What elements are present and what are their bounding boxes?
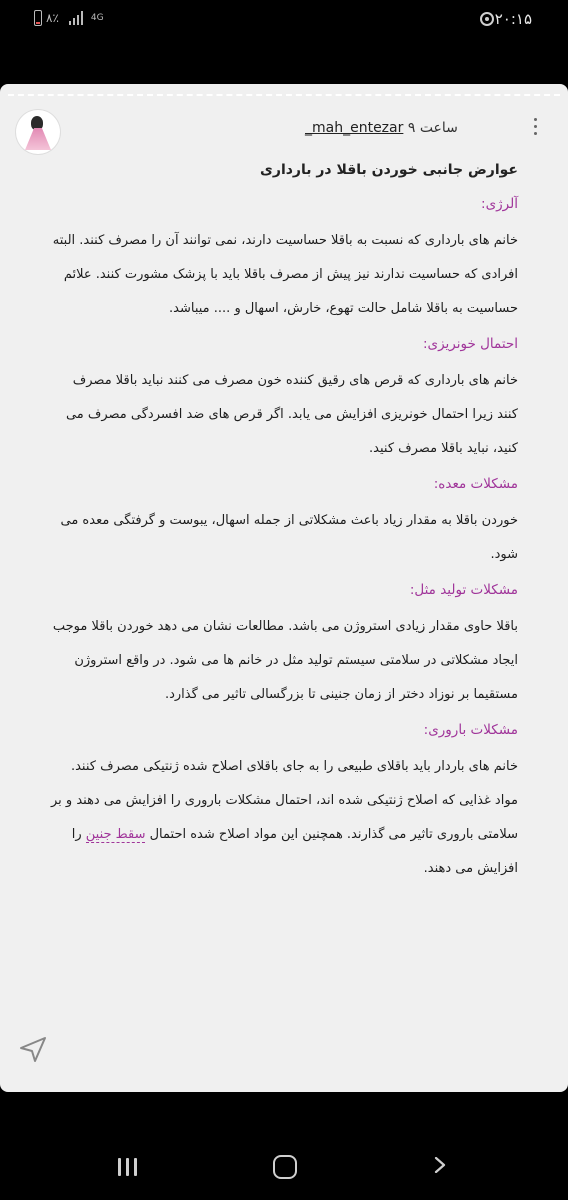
nav-bar: [0, 1130, 568, 1200]
sync-icon: [480, 12, 494, 26]
username[interactable]: _mah_entezar: [305, 120, 404, 136]
section-heading: احتمال خونریزی:: [422, 336, 518, 352]
story-progress-bar: [8, 94, 560, 98]
paragraph-text: خانم های باردار باید باقلای طبیعی را به جای باقلای اصلاح شده ژنتیکی مصرف کنند. مواد غذایی که اصلاح ژنتیکی شده اند، احتمال مشکلات باروری را افزایش می دهند و بر سلامتی باروری تاثیر می گذارند. همچنین این مواد اصلاح شده احتمال: [50, 759, 518, 842]
story-header: [305, 120, 464, 136]
recents-icon[interactable]: [118, 1158, 138, 1176]
section-heading: مشکلات باروری:: [423, 722, 518, 738]
section-paragraph: [48, 750, 518, 886]
status-left: [34, 10, 104, 26]
section-paragraph: خانم های بارداری که قرص های رقیق کننده خون مصرف می کنند نباید باقلا مصرف کنند زیرا احتمال خونریزی افزایش می یابد. اگر قرص های ضد افسردگی مصرف می کنید، نباید باقلا مصرف کنید.: [65, 373, 518, 456]
signal-icon: [69, 11, 83, 25]
avatar[interactable]: [16, 110, 60, 154]
time-ago: ۹ ساعت: [407, 120, 458, 136]
section-paragraph: خانم های بارداری که نسبت به باقلا حساسیت دارند، نمی توانند آن را مصرف کنند. البته افرادی که حساسیت ندارند نیز پیش از مصرف باقلا باید با پزشک مشورت کنند. علائم حساسیت به باقلا شامل حالت تهوع، خارش، اسهال و .... میباشد.: [52, 233, 518, 316]
network-type: 4G: [90, 12, 104, 23]
send-icon[interactable]: [18, 1034, 48, 1064]
story-card[interactable]: [0, 84, 568, 1092]
home-icon[interactable]: [273, 1155, 297, 1179]
status-time: ۲۰:۱۵: [494, 10, 532, 28]
story-article: [48, 154, 518, 896]
miscarriage-link[interactable]: سقط جنین: [85, 827, 146, 842]
avatar-figure-icon: [31, 116, 43, 130]
paragraph-text: را افزایش می دهند.: [71, 827, 518, 876]
section-heading: مشکلات تولید مثل:: [409, 582, 518, 598]
section-paragraph: خوردن باقلا به مقدار زیاد باعث مشکلاتی از جمله اسهال، یبوست و گرفتگی معده می شود.: [60, 513, 518, 562]
section-heading: آلرژی:: [481, 196, 518, 212]
section-paragraph: باقلا حاوی مقدار زیادی استروژن می باشد. مطالعات نشان می دهد خوردن باقلا موجب ایجاد مشکلاتی در سلامتی سیستم تولید مثل در خانم ها می شود. در واقع استروژن مستقیما بر نوزاد دختر از زمان جنینی تا بزرگسالی تاثیر می گذارد.: [52, 619, 518, 702]
back-icon[interactable]: [432, 1157, 448, 1173]
battery-level: ۸٪: [46, 11, 59, 25]
section-heading: مشکلات معده:: [433, 476, 518, 492]
status-bar: [0, 0, 568, 44]
avatar-dress-icon: [25, 128, 51, 150]
battery-icon: [34, 10, 42, 26]
more-vertical-icon[interactable]: [534, 118, 538, 138]
article-title: عوارض جانبی خوردن باقلا در بارداری: [260, 162, 518, 178]
